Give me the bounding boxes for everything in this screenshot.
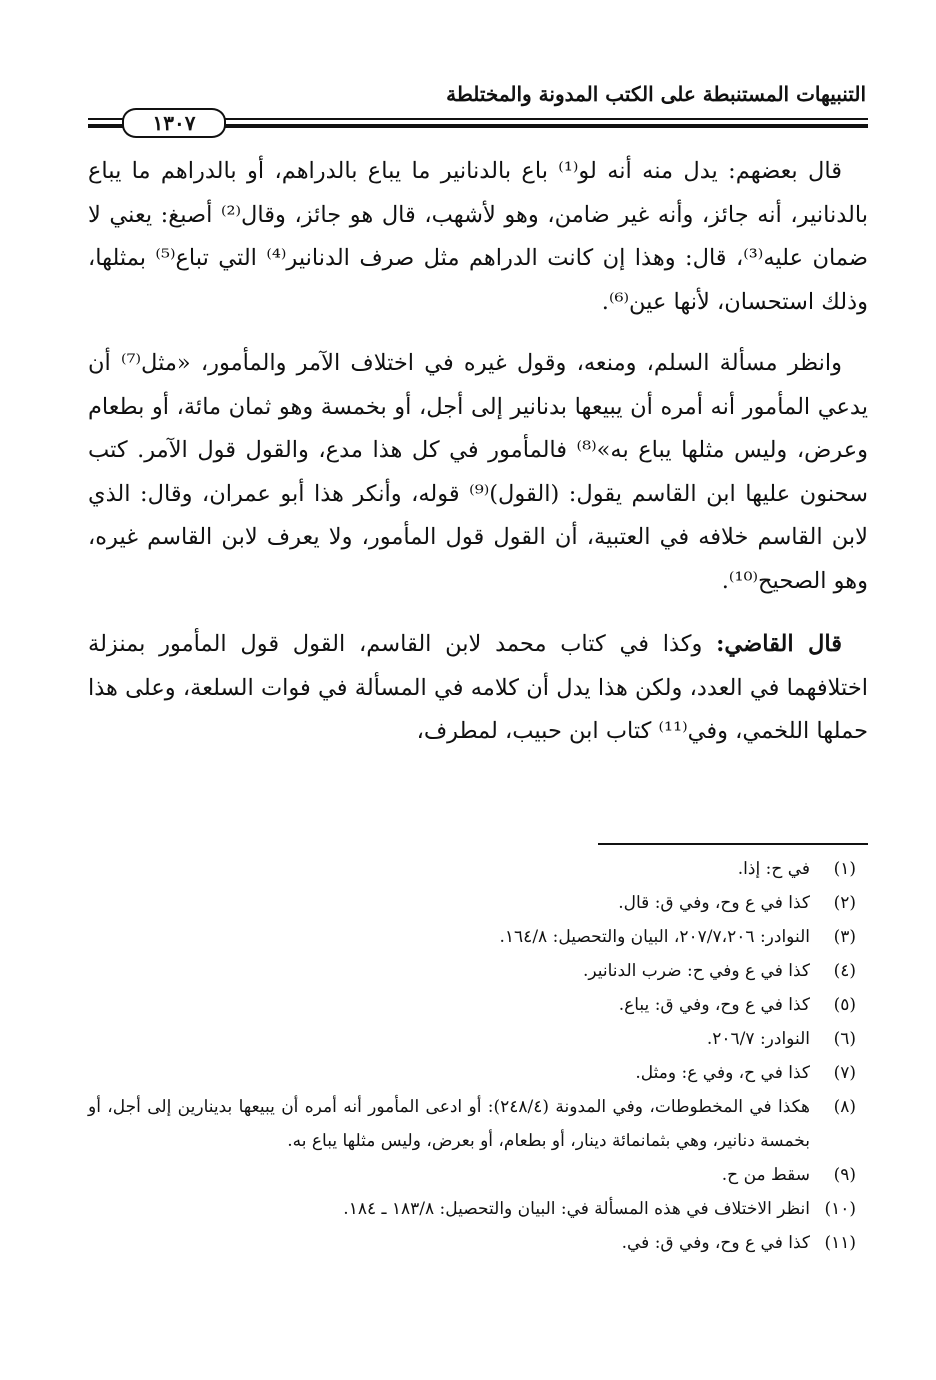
footnote-number: (٩) — [833, 1165, 856, 1185]
running-header — [90, 80, 866, 110]
paragraph: قال بعضهم: يدل منه أنه لو⁽¹⁾ باع بالدنانير ما يباع بالدراهم، أو بالدراهم ما يباع بالدنانير، أنه جائز، وأنه غير ضامن، وهو لأشهب، قال هو جائز، وقال⁽²⁾ أصبغ: يعني لا ضمان عليه⁽³⁾، قال: وهذا إن كانت الدراهم مثل صرف الدنانير⁽⁴⁾ التي تباع⁽⁵⁾ بمثلها، وذلك استحسان، لأنها عين⁽⁶⁾. — [88, 158, 868, 315]
footnote-number: (١) — [833, 859, 856, 879]
footnote-number: (٢) — [833, 893, 856, 913]
footnote — [88, 1158, 856, 1192]
footnote-number: (٣) — [833, 927, 856, 947]
footnote-text: في ح: إذا. — [737, 859, 810, 879]
footnote-number: (١١) — [824, 1233, 856, 1253]
paragraph: وانظر مسألة السلم، ومنعه، وقول غيره في اختلاف الآمر والمأمور، «مثل⁽⁷⁾ أن يدعي المأمور أنه أمره أن يبيعها بدنانير إلى أجل، أو بخمسة وهو ثمان مائة، أو بطعام وعرض، وليس مثلها يباع به»⁽⁸⁾ فالمأمور في كل هذا مدع، والقول قول الآمر. كتب سحنون عليها ابن القاسم يقول: (القول)⁽⁹⁾ قوله، وأنكر هذا أبو عمران، وقال: الذي لابن القاسم خلافه في العتبية، أن القول قول المأمور، ولا يعرف لابن القاسم غيره، وهو الصحيح⁽¹⁰⁾. — [88, 350, 868, 594]
footnote — [88, 920, 856, 954]
footnote-text: كذا في ع وح، وفي ق: يباع. — [618, 995, 810, 1015]
footnote-text: النوادر: ٢٠٦/٧. — [706, 1029, 810, 1049]
footnote-text: كذا في ح، وفي ع: ومثل. — [635, 1063, 810, 1083]
footnote-text: كذا في ع وفي ح: ضرب الدنانير. — [582, 961, 810, 981]
running-title: التنبيهات المستنبطة على الكتب المدونة والمختلطة — [446, 82, 866, 106]
paragraph — [88, 623, 868, 754]
footnote-text: النوادر: ٢٠٧/٧،٢٠٦، البيان والتحصيل: ١٦٤/٨. — [499, 927, 810, 947]
footnote — [88, 1056, 856, 1090]
footnote — [88, 988, 856, 1022]
footnote-number: (٨) — [833, 1097, 856, 1117]
footnote-text: كذا في ع وح، وفي ق: قال. — [618, 893, 810, 913]
page-number: ١٣٠٧ — [122, 108, 226, 138]
header-rule — [88, 108, 868, 135]
footnote-number: (٤) — [833, 961, 856, 981]
footnote-number: (١٠) — [824, 1199, 856, 1219]
speaker-lead: قال القاضي: — [716, 631, 842, 657]
footnote — [88, 852, 856, 886]
footnote — [88, 886, 856, 920]
footnotes — [88, 852, 856, 1260]
paragraph-text: وكذا في كتاب محمد لابن القاسم، القول قول المأمور بمنزلة اختلافهما في العدد، ولكن هذا يدل أن كلامه في المسألة في فوات السلعة، وعلى هذا حملها اللخمي، وفي⁽¹¹⁾ كتاب ابن حبيب، لمطرف، — [88, 631, 868, 744]
footnote — [88, 1192, 856, 1226]
footnote-text: هكذا في المخطوطات، وفي المدونة (٢٤٨/٤): أو ادعى المأمور أنه أمره أن يبيعها بدينارين إلى أجل، أو بخمسة دنانير، وهي بثمانمائة دينار، أو بطعام، أو بعرض، وليس مثلها يباع به. — [88, 1097, 811, 1151]
footnote-text: كذا في ع وح، وفي ق: في. — [621, 1233, 810, 1253]
footnote-text: سقط من ح. — [721, 1165, 810, 1185]
footnote — [88, 1226, 856, 1260]
footnote-number: (٥) — [833, 995, 856, 1015]
footnote-text: انظر الاختلاف في هذه المسألة في: البيان والتحصيل: ١٨٣/٨ ـ ١٨٤. — [343, 1199, 810, 1219]
footnote-number: (٦) — [833, 1029, 856, 1049]
footnote — [88, 954, 856, 988]
footnote — [88, 1022, 856, 1056]
footnote — [88, 1090, 856, 1158]
main-text — [88, 150, 868, 774]
footnote-separator — [598, 843, 868, 845]
footnote-number: (٧) — [833, 1063, 856, 1083]
